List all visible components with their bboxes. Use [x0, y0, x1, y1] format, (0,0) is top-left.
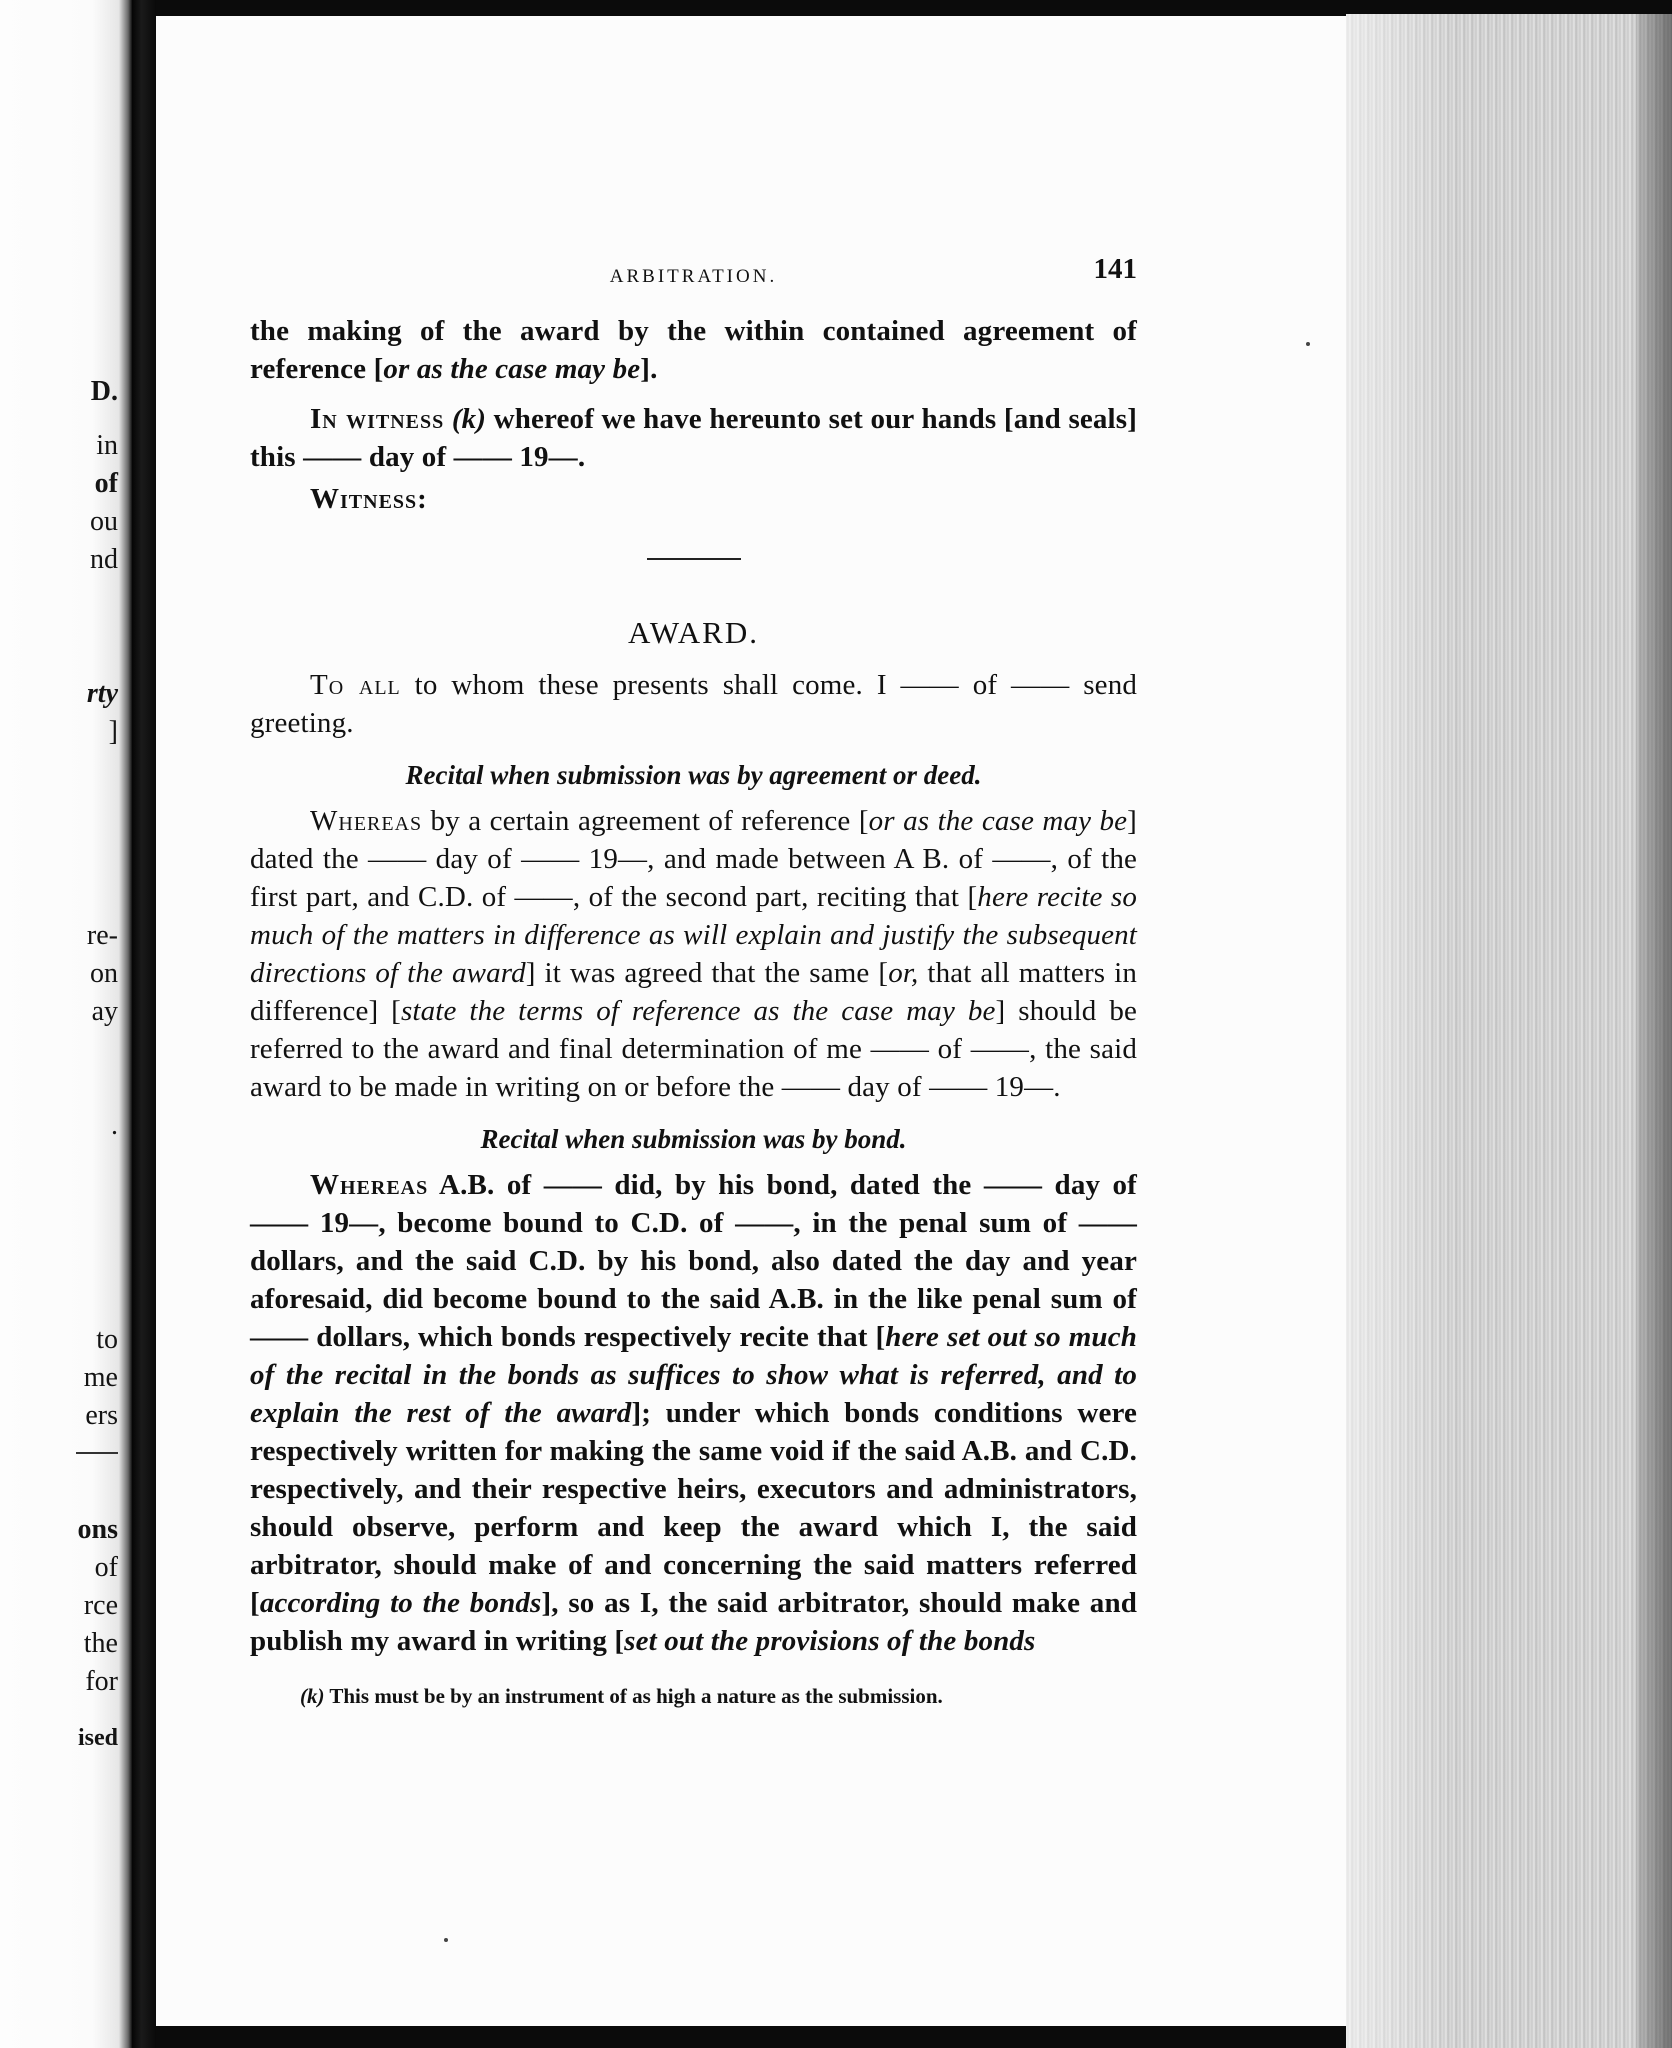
opening-paragraph: [250, 312, 1137, 388]
opening-italic: or as the case may be: [383, 353, 641, 385]
left-fragment-9: on: [90, 958, 118, 989]
footnote-mark: (k): [300, 1684, 325, 1708]
left-fragment-15: ons: [77, 1514, 118, 1545]
greeting-paragraph: [250, 666, 1137, 742]
recital-text: ] it was agreed that the same [: [525, 957, 889, 989]
left-fragment-11: .: [111, 1110, 118, 1141]
witness-clause: [250, 400, 1137, 476]
recital-italic: or as the case may be: [868, 805, 1128, 837]
footnote: [250, 1684, 1137, 1709]
witness-label-text: Witness:: [310, 483, 428, 515]
footnote-reference: (k): [451, 403, 487, 435]
left-fragment-12: to: [96, 1324, 118, 1355]
recital-text: ], so as I, the said arbitrator, should make and publish my award in writing [: [250, 1587, 1137, 1657]
recital-text: by a certain agreement of reference [: [422, 805, 869, 837]
left-fragment-4: ou: [90, 506, 118, 537]
recital-subhead-agreement: Recital when submission was by agreement or deed.: [405, 760, 982, 790]
left-fragment-rule: [76, 1452, 118, 1454]
greeting-smallcaps: To all: [310, 669, 401, 701]
recital-bond-paragraph: [250, 1166, 1137, 1660]
recital-text: ] should be referred to the award and final determination of me —— of ——, the said award to be made in writing on or before the —— day of —— 19—.: [250, 995, 1137, 1103]
recital-italic: here recite so much of the matters in difference as will explain and justify the subsequent directions of the award: [250, 881, 1137, 989]
text-column: [250, 250, 1137, 1709]
recital-italic: state the terms of reference as the case may be: [400, 995, 996, 1027]
left-fragment-1: D.: [90, 376, 118, 407]
previous-page-fragment: [0, 0, 132, 2048]
left-fragment-5: nd: [90, 544, 118, 575]
whereas-smallcaps: Whereas: [310, 1169, 429, 1201]
recital-agreement-paragraph: [250, 802, 1137, 1106]
left-fragment-10: ay: [91, 996, 118, 1027]
running-head: [250, 250, 1137, 290]
award-heading: AWARD.: [628, 615, 759, 650]
greeting-text: to whom these presents shall come. I —— of —— send greeting.: [250, 669, 1137, 739]
recital-italic: here set out so much of the recital in the bonds as suffices to show what is referred, and to explain the rest of the award: [250, 1321, 1137, 1429]
footnote-text: This must be by an instrument of as high a nature as the submission.: [324, 1684, 943, 1708]
left-fragment-2: in: [96, 430, 118, 461]
opening-end: ].: [640, 353, 658, 385]
recital-text: ]; under which bonds conditions were respectively written for making the same void if the said A.B. and C.D. respectively, and their respective heirs, executors and administrators, should observe, perform and keep the award which I, the said arbitrator, should make of and concerning the said matters referred [: [250, 1397, 1137, 1619]
recital-italic: set out the provisions of the bonds: [624, 1625, 1036, 1657]
paper-speck: [444, 1938, 448, 1942]
edge-highlight: [1346, 14, 1456, 2048]
recital-italic: or,: [888, 957, 919, 989]
page-number: 141: [1093, 253, 1137, 285]
recital-subhead-bond: Recital when submission was by bond.: [480, 1124, 907, 1154]
left-fragment-3: of: [94, 468, 118, 499]
left-fragment-20: ised: [77, 1725, 118, 1751]
left-fragment-18: the: [83, 1628, 118, 1659]
left-fragment-14: ers: [85, 1400, 118, 1431]
left-fragment-13: me: [83, 1362, 118, 1393]
book-gutter: [132, 0, 156, 2048]
witness-text: whereof we have hereunto set our hands [and seals] this —— day of —— 19—.: [250, 403, 1138, 473]
recital-text: A.B. of —— did, by his bond, dated the —— day of —— 19—, become bound to C.D. of ——, in the penal sum of —— dollars, and the said C.D. by his bond, also dated the day and year aforesaid, did become bound to the said A.B. in the like penal sum of —— dollars, which bonds respectively recite that [: [250, 1169, 1137, 1353]
witness-smallcaps: In witness: [310, 403, 445, 435]
recital-italic: according to the bonds: [259, 1587, 542, 1619]
paper-speck: [1306, 342, 1310, 346]
whereas-smallcaps: Whereas: [310, 805, 423, 837]
edge-shadow: [1636, 14, 1672, 2048]
running-title: ARBITRATION.: [609, 266, 778, 287]
recital-text: that all matters in difference] [: [250, 957, 1137, 1027]
book-page-edges: [1346, 14, 1672, 2048]
left-fragment-8: re-: [86, 920, 118, 951]
section-divider: [647, 558, 741, 560]
left-fragment-16: of: [94, 1552, 118, 1583]
left-fragment-17: rce: [83, 1590, 118, 1621]
left-fragment-7: ]: [108, 716, 118, 747]
award-body: [250, 666, 1137, 1660]
opening-text: the making of the award by the within contained agreement of reference [: [250, 315, 1137, 385]
recital-text: ] dated the —— day of —— 19—, and made between A B. of ——, of the first part, and C.D. of ——, of the second part, reciting that [: [250, 805, 1137, 913]
left-fragment-19: for: [85, 1666, 118, 1697]
witness-label: [250, 480, 1137, 518]
left-fragment-6: rty: [86, 678, 118, 709]
